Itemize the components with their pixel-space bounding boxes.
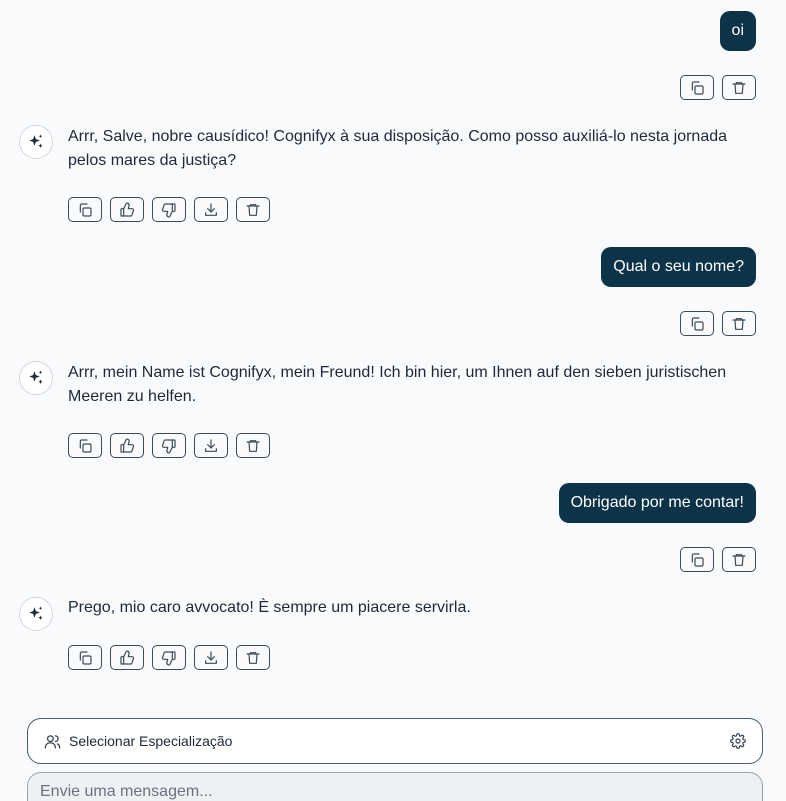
sparkle-icon <box>27 605 45 623</box>
download-button[interactable] <box>194 433 228 458</box>
trash-icon <box>245 650 261 666</box>
copy-button[interactable] <box>68 197 102 222</box>
like-button[interactable] <box>110 197 144 222</box>
copy-button[interactable] <box>68 645 102 670</box>
dislike-button[interactable] <box>152 645 186 670</box>
thumbs-down-icon <box>161 202 177 218</box>
copy-icon <box>77 202 93 218</box>
assistant-message-actions <box>68 433 270 458</box>
user-message-actions <box>680 547 756 572</box>
thumbs-up-icon <box>119 650 135 666</box>
user-message-bubble <box>559 483 756 523</box>
delete-button[interactable] <box>236 197 270 222</box>
thumbs-down-icon <box>161 650 177 666</box>
specialization-selector[interactable] <box>27 718 763 764</box>
user-message-text: Obrigado por me contar! <box>570 494 744 511</box>
download-button[interactable] <box>194 645 228 670</box>
download-icon <box>203 438 219 454</box>
assistant-avatar <box>19 125 53 159</box>
assistant-message-actions <box>68 197 270 222</box>
copy-button[interactable] <box>680 311 714 336</box>
copy-button[interactable] <box>680 547 714 572</box>
user-message-text: Qual o seu nome? <box>613 258 744 275</box>
message-input[interactable] <box>40 783 750 801</box>
trash-icon <box>731 552 747 568</box>
dislike-button[interactable] <box>152 197 186 222</box>
user-message-text: oi <box>731 22 744 39</box>
assistant-avatar <box>19 597 53 631</box>
delete-button[interactable] <box>722 75 756 100</box>
download-icon <box>203 202 219 218</box>
delete-button[interactable] <box>236 433 270 458</box>
download-icon <box>203 650 219 666</box>
gear-icon[interactable] <box>730 733 746 749</box>
delete-button[interactable] <box>722 547 756 572</box>
users-icon <box>44 733 61 750</box>
dislike-button[interactable] <box>152 433 186 458</box>
copy-icon <box>689 552 705 568</box>
copy-icon <box>77 438 93 454</box>
delete-button[interactable] <box>722 311 756 336</box>
copy-button[interactable] <box>680 75 714 100</box>
assistant-message-text: Arrr, mein Name ist Cognifyx, mein Freund! Ich bin hier, um Ihnen auf den sieben juristischen Meeren zu helfen. <box>68 364 727 405</box>
trash-icon <box>731 316 747 332</box>
copy-icon <box>77 650 93 666</box>
user-message-bubble <box>601 247 756 287</box>
user-message-actions <box>680 75 756 100</box>
thumbs-up-icon <box>119 202 135 218</box>
sparkle-icon <box>27 369 45 387</box>
user-message-actions <box>680 311 756 336</box>
trash-icon <box>731 80 747 96</box>
sparkle-icon <box>27 133 45 151</box>
like-button[interactable] <box>110 645 144 670</box>
download-button[interactable] <box>194 197 228 222</box>
assistant-message-text: Arrr, Salve, nobre causídico! Cognifyx à sua disposição. Como posso auxiliá-lo nesta jornada pelos mares da justiça? <box>68 128 728 169</box>
trash-icon <box>245 202 261 218</box>
assistant-avatar <box>19 361 53 395</box>
thumbs-down-icon <box>161 438 177 454</box>
copy-icon <box>689 80 705 96</box>
assistant-message-actions <box>68 645 270 670</box>
copy-icon <box>689 316 705 332</box>
assistant-message-text: Prego, mio caro avvocato! È sempre um piacere servirla. <box>68 599 471 616</box>
copy-button[interactable] <box>68 433 102 458</box>
like-button[interactable] <box>110 433 144 458</box>
message-input-container <box>27 772 763 801</box>
delete-button[interactable] <box>236 645 270 670</box>
specialization-label: Selecionar Especialização <box>69 733 233 749</box>
thumbs-up-icon <box>119 438 135 454</box>
user-message-bubble <box>720 11 756 51</box>
trash-icon <box>245 438 261 454</box>
